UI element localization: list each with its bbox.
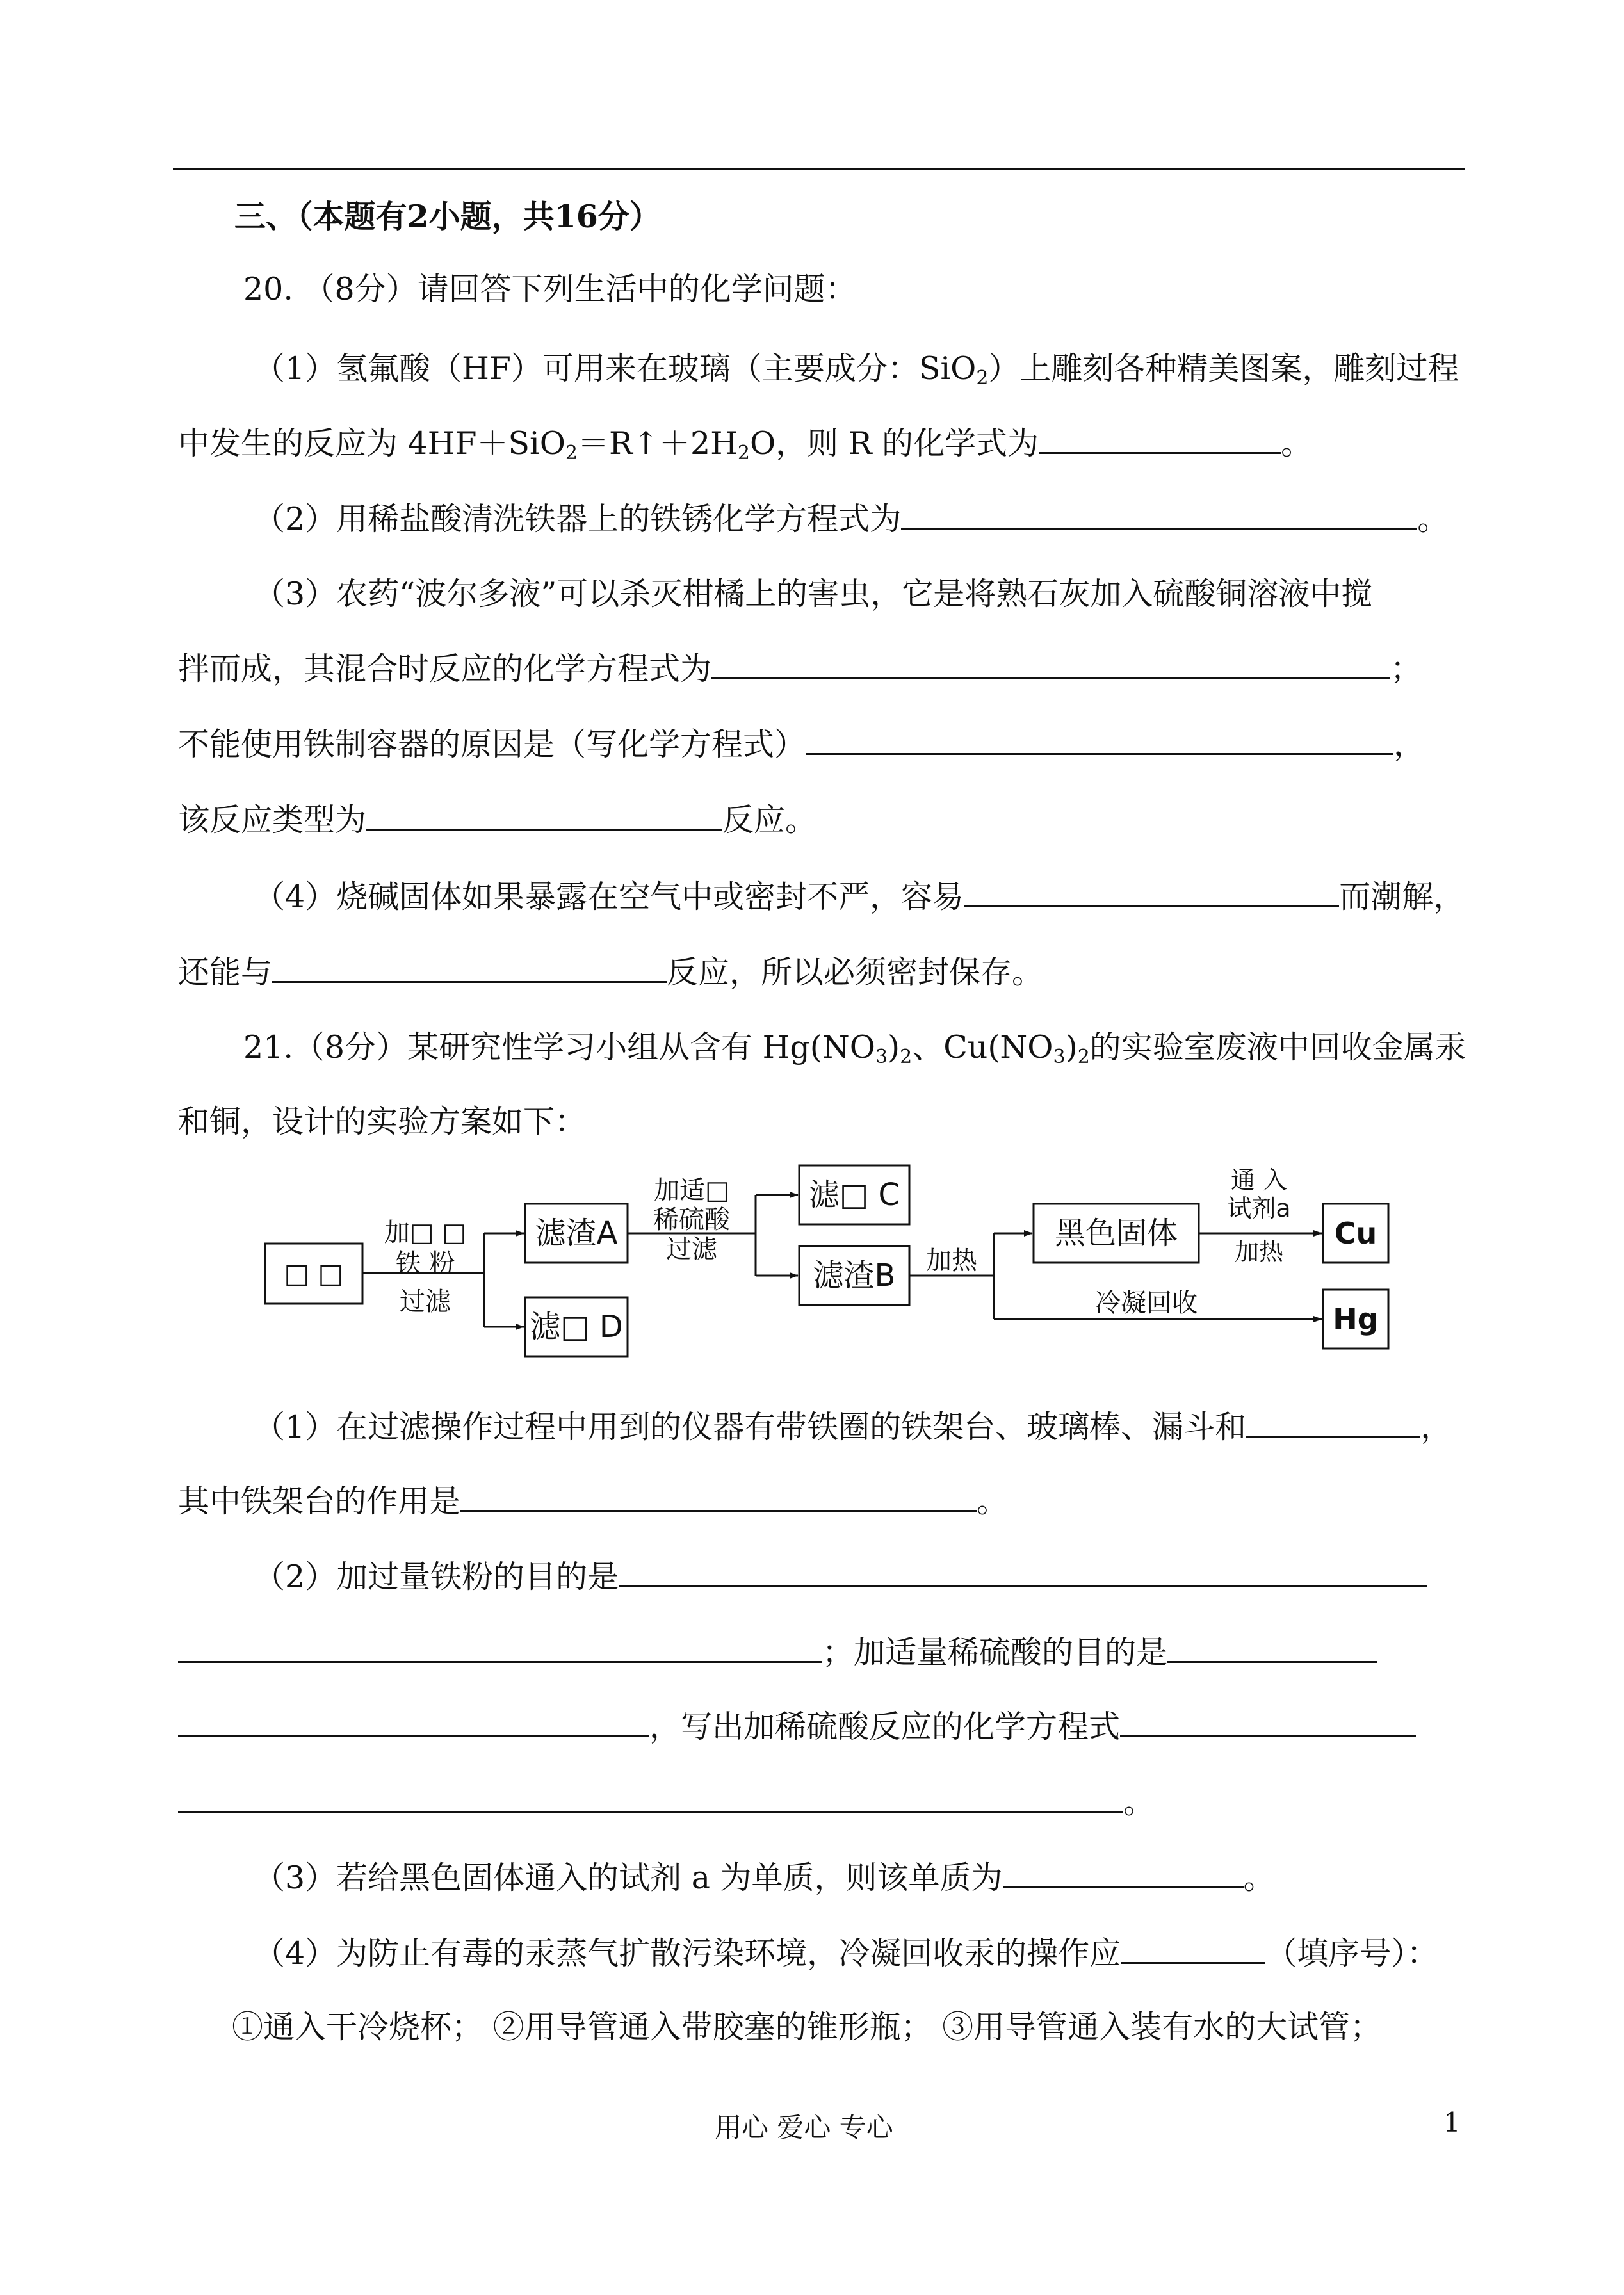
- reagent-top: 通 入: [1230, 1166, 1288, 1194]
- q21-p1-line2: 其中铁架台的作用是 。: [178, 1480, 1008, 1522]
- reagent-bot: 加热: [1234, 1238, 1284, 1266]
- step3-heat: 加热: [926, 1246, 977, 1276]
- label-waste-liquid: □ □: [284, 1258, 344, 1289]
- answer-blank[interactable]: [619, 1556, 1427, 1587]
- q20-p3-line3: 不能使用铁制容器的原因是（写化学方程式） ，: [178, 724, 1425, 765]
- answer-blank[interactable]: [1167, 1632, 1377, 1663]
- step2-bot: 过滤: [666, 1235, 717, 1264]
- footer-motto: 用心 爱心 专心: [715, 2112, 893, 2143]
- label-residue-b: 滤渣B: [813, 1258, 896, 1293]
- q21-p2-line3: ，写出加稀硫酸反应的化学方程式: [178, 1706, 1416, 1748]
- q21-p2-line2: ；加适量稀硫酸的目的是: [178, 1632, 1377, 1673]
- answer-blank[interactable]: [1121, 1933, 1265, 1964]
- label-filtrate-c: 滤□ C: [808, 1177, 900, 1213]
- answer-blank[interactable]: [178, 1781, 1123, 1813]
- section-heading: 三、（本题有2小题，共16分）: [234, 198, 661, 235]
- q21-intro-line2: 和铜，设计的实验方案如下：: [178, 1103, 587, 1140]
- step1-top: 加□ □: [384, 1218, 467, 1247]
- page-number: 1: [1443, 2107, 1461, 2138]
- step2-top: 加适□: [654, 1176, 729, 1205]
- reagent-mid: 试剂a: [1227, 1194, 1291, 1222]
- q20-p3-line4: 该反应类型为 反应。: [178, 799, 816, 841]
- q20-p1-line1: （1）氢氟酸（HF）可用来在玻璃（主要成分：SiO$_2$）上雕刻各种精美图案，雕刻过程: [254, 350, 1459, 389]
- q21-p3: （3）若给黑色固体通入的试剂 a 为单质，则该单质为 。: [254, 1857, 1275, 1899]
- label-cu: Cu: [1334, 1216, 1377, 1251]
- label-black-solid: 黑色固体: [1054, 1215, 1178, 1251]
- label-residue-a: 滤渣A: [535, 1215, 618, 1251]
- q21-p4-options: ①通入干冷烧杯； ②用导管通入带胶塞的锥形瓶； ③用导管通入装有水的大试管；: [232, 2009, 1382, 2045]
- answer-blank[interactable]: [460, 1480, 977, 1512]
- step1-mid: 铁 粉: [395, 1249, 455, 1278]
- q20-p4-line1: （4）烧碱固体如果暴露在空气中或密封不严，容易 而潮解，: [254, 876, 1465, 918]
- step1-bot: 过滤: [400, 1287, 451, 1317]
- q20-p3-line2: 拌而成，其混合时反应的化学方程式为 ；: [178, 648, 1422, 690]
- q21-p2-line4: 。: [178, 1781, 1155, 1823]
- label-filtrate-d: 滤□ D: [530, 1309, 623, 1345]
- label-hg: Hg: [1333, 1302, 1379, 1336]
- q21-p2-line1: （2）加过量铁粉的目的是: [254, 1556, 1427, 1598]
- condense-label: 冷凝回收: [1095, 1288, 1198, 1318]
- q20-p3-line1: （3）农药“波尔多液”可以杀灭柑橘上的害虫，它是将熟石灰加入硫酸铜溶液中搅: [254, 576, 1373, 612]
- q20-intro: 20. （8分）请回答下列生活中的化学问题：: [243, 271, 857, 307]
- q21-p4-line1: （4）为防止有毒的汞蒸气扩散污染环境，冷凝回收汞的操作应 （填序号）：: [254, 1933, 1438, 1974]
- answer-blank[interactable]: [1246, 1406, 1420, 1438]
- q21-p1-line1: （1）在过滤操作过程中用到的仪器有带铁圈的铁架台、玻璃棒、漏斗和 ，: [254, 1406, 1452, 1448]
- step2-mid: 稀硫酸: [653, 1205, 730, 1235]
- q20-p4-line2: 还能与 反应，所以必须密封保存。: [178, 952, 1043, 993]
- answer-blank[interactable]: [1003, 1857, 1244, 1888]
- q21-intro-line1: 21.（8分）某研究性学习小组从含有 $Hg(NO_3)_2$、$Cu(NO_3)_2$的实验室废液中回收金属汞: [243, 1029, 1466, 1068]
- answer-blank[interactable]: [178, 1706, 649, 1737]
- answer-blank[interactable]: [178, 1632, 822, 1663]
- q20-p1-line2: 中发生的反应为 $4HF+SiO_2=R↑+2H_2O$，则 R 的化学式为 。: [178, 423, 1312, 464]
- q20-p2: （2）用稀盐酸清洗铁器上的铁锈化学方程式为 。: [254, 498, 1449, 540]
- answer-blank[interactable]: [1120, 1706, 1416, 1737]
